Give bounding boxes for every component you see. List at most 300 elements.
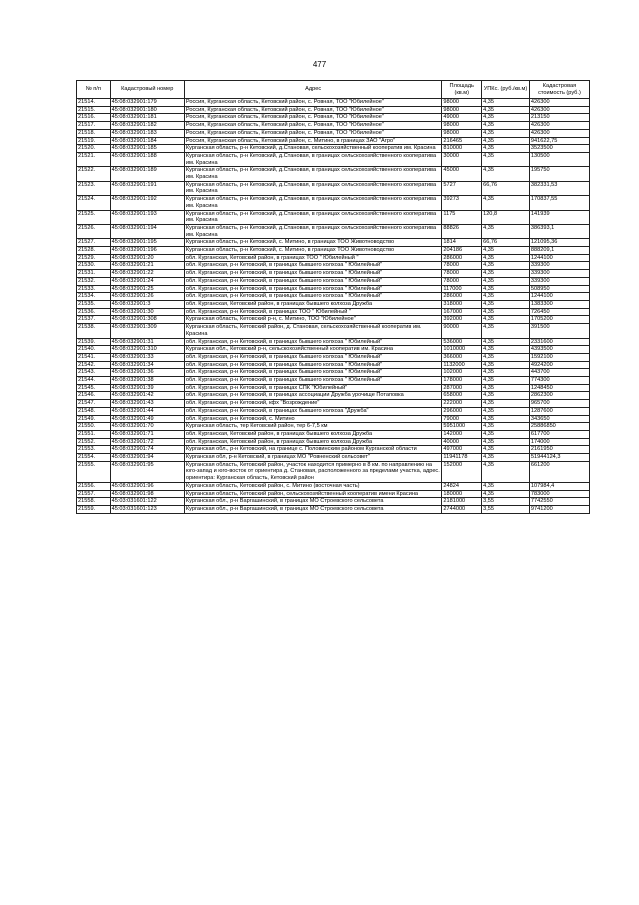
table-body (77, 99, 590, 514)
table-row (77, 369, 590, 377)
rate-value: 4,35 (482, 316, 530, 324)
rate-value: 120,8 (482, 210, 530, 224)
area-value: 79000 (442, 415, 482, 423)
table-row (77, 361, 590, 369)
cadastral-cost: 9741200 (529, 505, 589, 513)
cadastral-cost: 661200 (529, 461, 589, 482)
address: обл. Курганская, р-н Кетовский, в границах бывшего колхоза " Юбилейный" (184, 293, 442, 301)
address: Россия, Курганская область, Кетовский район, с. Ровная, ТОО "Юбилейное" (184, 114, 442, 122)
address: Курганская область, р-н Кетовский, д.Становая, в границах сельскохозяйственного кооператива им. Красина (184, 152, 442, 166)
cadastral-value-table (76, 80, 590, 514)
cadastral-cost: 783000 (529, 490, 589, 498)
rate-value: 4,35 (482, 145, 530, 153)
area-value: 98000 (442, 129, 482, 137)
table-row (77, 498, 590, 506)
table-row (77, 122, 590, 130)
cadastral-cost: 7742550 (529, 498, 589, 506)
address: Курганская обл., р-н Варгашинский, в границах МО Строевского сельсовета (184, 505, 442, 513)
address: Курганская обл, р-н Кетовский, в границах МО "Ровненский сельсовет" (184, 454, 442, 462)
cadastral-cost: 51944124,3 (529, 454, 589, 462)
rate-value: 4,35 (482, 415, 530, 423)
row-number: 21535. (77, 300, 111, 308)
table-row (77, 239, 590, 247)
table-row (77, 254, 590, 262)
area-value: 1175 (442, 210, 482, 224)
cadastral-cost: 339300 (529, 262, 589, 270)
cadastral-cost: 339300 (529, 270, 589, 278)
cadastral-cost: 170837,55 (529, 196, 589, 210)
area-value: 78000 (442, 270, 482, 278)
area-value: 658000 (442, 392, 482, 400)
row-number: 21544. (77, 377, 111, 385)
cadastral-cost: 386393,1 (529, 224, 589, 238)
table-row (77, 461, 590, 482)
table-row (77, 407, 590, 415)
table-row (77, 99, 590, 107)
area-value: 40000 (442, 438, 482, 446)
row-number: 21559. (77, 505, 111, 513)
area-value: 24824 (442, 482, 482, 490)
area-value: 102000 (442, 369, 482, 377)
address: Курганская область, Кетовский район, с. Митино (восточная часть) (184, 482, 442, 490)
table-row (77, 196, 590, 210)
rate-value: 4,35 (482, 270, 530, 278)
cadastral-cost: 443700 (529, 369, 589, 377)
row-number: 21533. (77, 285, 111, 293)
table-row (77, 137, 590, 145)
table-row (77, 300, 590, 308)
rate-value: 4,35 (482, 324, 530, 338)
area-value: 366000 (442, 353, 482, 361)
cadastral-number: 45:08:032901:33 (110, 353, 184, 361)
address: обл. Курганская, р-н Кетовский, в границах ТОО " Юбилейный " (184, 308, 442, 316)
area-value: 287000 (442, 384, 482, 392)
table-row (77, 346, 590, 354)
cadastral-number: 45:08:032901:72 (110, 438, 184, 446)
address: обл. Курганская, р-н Кетовский, в границах бывшего колхоза " Юбилейный" (184, 277, 442, 285)
page-number: 477 (312, 60, 327, 69)
cadastral-cost: 888209,1 (529, 247, 589, 255)
cadastral-cost: 121095,36 (529, 239, 589, 247)
rate-value: 4,35 (482, 196, 530, 210)
cadastral-number: 45:08:032901:179 (110, 99, 184, 107)
address: Курганская область, р-н Кетовский, с. Митино, в границах ТОО Животноводство (184, 247, 442, 255)
cadastral-number: 45:08:032901:194 (110, 224, 184, 238)
address: Курганская область, р-н Кетовский, д.Становая, в границах сельскохозяйственного кооператива им. Красина (184, 196, 442, 210)
area-value: 78000 (442, 277, 482, 285)
row-number: 21525. (77, 210, 111, 224)
table-row (77, 430, 590, 438)
rate-value: 4,35 (482, 224, 530, 238)
cadastral-number: 45:08:032901:25 (110, 285, 184, 293)
cadastral-number: 45:08:032901:310 (110, 346, 184, 354)
rate-value: 4,35 (482, 353, 530, 361)
cadastral-number: 45:08:032901:34 (110, 361, 184, 369)
area-value: 1010000 (442, 346, 482, 354)
cadastral-cost: 2862300 (529, 392, 589, 400)
area-value: 90000 (442, 324, 482, 338)
row-number: 21514. (77, 99, 111, 107)
address: Курганская область, Кетовский р-н, с. Митино, ТОО "Юбилейное" (184, 316, 442, 324)
row-number: 21556. (77, 482, 111, 490)
rate-value: 4,35 (482, 338, 530, 346)
area-value: 222000 (442, 400, 482, 408)
cadastral-number: 45:08:032901:185 (110, 145, 184, 153)
rate-value: 4,35 (482, 106, 530, 114)
cadastral-number: 45:08:032901:74 (110, 446, 184, 454)
rate-value: 4,35 (482, 152, 530, 166)
rate-value: 4,35 (482, 99, 530, 107)
area-value: 180000 (442, 490, 482, 498)
cadastral-number: 45:08:032901:309 (110, 324, 184, 338)
area-value: 39273 (442, 196, 482, 210)
area-value: 152000 (442, 461, 482, 482)
row-number: 21516. (77, 114, 111, 122)
address: обл. Курганская, р-н Кетовский, в границах бывшего колхоза " Юбилейный" (184, 353, 442, 361)
table-row (77, 114, 590, 122)
cadastral-cost: 213150 (529, 114, 589, 122)
row-number: 21553. (77, 446, 111, 454)
address: Россия, Курганская область, Кетовский район, с. Ровная, ТОО "Юбилейное" (184, 129, 442, 137)
address: обл. Курганская, р-н Кетовский, в границах бывшего колхоза " Юбилейный" (184, 262, 442, 270)
area-value: 392000 (442, 316, 482, 324)
row-number: 21537. (77, 316, 111, 324)
table-row (77, 285, 590, 293)
cadastral-number: 45:08:032901:71 (110, 430, 184, 438)
table-row (77, 338, 590, 346)
cadastral-cost: 426300 (529, 106, 589, 114)
cadastral-number: 45:08:032901:43 (110, 400, 184, 408)
cadastral-number: 45:08:032901:70 (110, 423, 184, 431)
address: Курганская область, Кетовский район, участок находится примерно в 8 км. по направлению на юго-запад и юго-восток от ориентира д. Становая, расположенного за пределами участка, адрес. ориентира: Курганская область, Кетовский район (184, 461, 442, 482)
cadastral-cost: 726450 (529, 308, 589, 316)
cadastral-cost: 3523500 (529, 145, 589, 153)
table-row (77, 482, 590, 490)
area-value: 117000 (442, 285, 482, 293)
table-row (77, 324, 590, 338)
area-value: 810000 (442, 145, 482, 153)
cadastral-number: 45:08:032901:30 (110, 308, 184, 316)
table-row (77, 224, 590, 238)
rate-value: 4,35 (482, 167, 530, 181)
table-row (77, 210, 590, 224)
table-header-row (77, 81, 590, 99)
rate-value: 4,35 (482, 377, 530, 385)
address: Курганская область, Кетовский район, д. Становая, сельскохозяйственный кооператив им. Красина (184, 324, 442, 338)
address: Курганская обл., Кетовский р-н, сельскохозяйственный кооператив им. Красина (184, 346, 442, 354)
rate-value: 4,35 (482, 400, 530, 408)
address: обл. Курганская, Кетовский район, в границах бывшего колхоза Дружба (184, 430, 442, 438)
row-number: 21536. (77, 308, 111, 316)
cadastral-cost: 107984,4 (529, 482, 589, 490)
area-value: 286000 (442, 293, 482, 301)
area-value: 98000 (442, 99, 482, 107)
table-row (77, 293, 590, 301)
area-value: 1132000 (442, 361, 482, 369)
table-row (77, 277, 590, 285)
rate-value: 4,35 (482, 122, 530, 130)
cadastral-number: 45:08:032901:3 (110, 300, 184, 308)
cadastral-number: 45:08:032901:195 (110, 239, 184, 247)
row-number: 21523. (77, 181, 111, 195)
area-value: 98000 (442, 106, 482, 114)
row-number: 21551. (77, 430, 111, 438)
table-row (77, 129, 590, 137)
table-row (77, 181, 590, 195)
header-rate: УПКс. (руб./кв.м) (482, 81, 530, 99)
cadastral-cost: 174000 (529, 438, 589, 446)
cadastral-cost: 382331,53 (529, 181, 589, 195)
area-value: 318000 (442, 300, 482, 308)
rate-value: 3,55 (482, 505, 530, 513)
area-value: 2744000 (442, 505, 482, 513)
cadastral-number: 45:08:032901:180 (110, 106, 184, 114)
address: Россия, Курганская область, Кетовский район, с. Ровная, ТОО "Юбилейное" (184, 122, 442, 130)
rate-value: 4,35 (482, 308, 530, 316)
rate-value: 4,35 (482, 293, 530, 301)
rate-value: 4,35 (482, 300, 530, 308)
address: обл. Курганская, р-н Кетовский, в границах бывшего колхоза " Юбилейный" (184, 338, 442, 346)
area-value: 167000 (442, 308, 482, 316)
address: Курганская область, р-н Кетовский, д.Становая, в границах сельскохозяйственного кооператива им. Красина (184, 167, 442, 181)
row-number: 21531. (77, 270, 111, 278)
cadastral-number: 45:08:032901:38 (110, 377, 184, 385)
table-row (77, 262, 590, 270)
row-number: 21557. (77, 490, 111, 498)
cadastral-cost: 4393500 (529, 346, 589, 354)
cadastral-cost: 774300 (529, 377, 589, 385)
cadastral-cost: 141939 (529, 210, 589, 224)
rate-value: 4,35 (482, 361, 530, 369)
address: обл. Курганская, р-н Кетовский, в границах бывшего колхоза " Юбилейный" (184, 270, 442, 278)
row-number: 21519. (77, 137, 111, 145)
row-number: 21539. (77, 338, 111, 346)
area-value: 142000 (442, 430, 482, 438)
rate-value: 4,35 (482, 277, 530, 285)
cadastral-cost: 1383300 (529, 300, 589, 308)
cadastral-number: 45:08:032901:196 (110, 247, 184, 255)
cadastral-number: 45:08:032901:36 (110, 369, 184, 377)
rate-value: 4,35 (482, 446, 530, 454)
area-value: 11941178 (442, 454, 482, 462)
address: обл. Курганская, Кетовский район, в границах бывшего колхоза Дружба (184, 300, 442, 308)
cadastral-number: 45:08:032901:193 (110, 210, 184, 224)
rate-value: 4,35 (482, 129, 530, 137)
row-number: 21549. (77, 415, 111, 423)
address: обл. Курганская, р-н Кетовский, в границах бывшего колхоза " Юбилейный" (184, 369, 442, 377)
area-value: 1814 (442, 239, 482, 247)
table-row (77, 454, 590, 462)
row-number: 21552. (77, 438, 111, 446)
table-row (77, 384, 590, 392)
row-number: 21548. (77, 407, 111, 415)
address: обл. Курганская, Кетовский район, в границах бывшего колхоза Дружба (184, 438, 442, 446)
area-value: 30000 (442, 152, 482, 166)
cadastral-cost: 426300 (529, 122, 589, 130)
address: обл. Курганская, Кетовский район, в границах ТОО " Юбилейный " (184, 254, 442, 262)
cadastral-cost: 508950 (529, 285, 589, 293)
cadastral-cost: 1244100 (529, 293, 589, 301)
cadastral-number: 45:08:032901:189 (110, 167, 184, 181)
area-value: 497000 (442, 446, 482, 454)
rate-value: 4,35 (482, 384, 530, 392)
cadastral-number: 45:08:032901:183 (110, 129, 184, 137)
cadastral-cost: 1592100 (529, 353, 589, 361)
cadastral-cost: 25886850 (529, 423, 589, 431)
row-number: 21547. (77, 400, 111, 408)
table-row (77, 106, 590, 114)
cadastral-number: 45:03:031601:122 (110, 498, 184, 506)
address: обл. Курганская, р-н Кетовский, в границах бывшего колхоза "Дружба" (184, 407, 442, 415)
cadastral-cost: 1244100 (529, 254, 589, 262)
area-value: 5951000 (442, 423, 482, 431)
address: Россия, Курганская область, Кетовский район, с. Ровная, ТОО "Юбилейное" (184, 99, 442, 107)
cadastral-number: 45:08:032901:44 (110, 407, 184, 415)
area-value: 2181000 (442, 498, 482, 506)
rate-value: 4,35 (482, 482, 530, 490)
area-value: 216465 (442, 137, 482, 145)
area-value: 296000 (442, 407, 482, 415)
cadastral-number: 45:08:032901:22 (110, 270, 184, 278)
cadastral-number: 45:08:032901:26 (110, 293, 184, 301)
cadastral-number: 45:08:032901:31 (110, 338, 184, 346)
row-number: 21534. (77, 293, 111, 301)
cadastral-number: 45:08:032901:49 (110, 415, 184, 423)
row-number: 21550. (77, 423, 111, 431)
cadastral-cost: 195750 (529, 167, 589, 181)
area-value: 88826 (442, 224, 482, 238)
address: обл. Курганская, р-н Кетовский, в границах СПК "Юбилейный" (184, 384, 442, 392)
cadastral-cost: 1705200 (529, 316, 589, 324)
row-number: 21532. (77, 277, 111, 285)
cadastral-cost: 1287600 (529, 407, 589, 415)
cadastral-cost: 941622,75 (529, 137, 589, 145)
address: Курганская область, р-н Кетовский, с. Митино, в границах ТОО Животноводство (184, 239, 442, 247)
area-value: 49000 (442, 114, 482, 122)
table-row (77, 392, 590, 400)
cadastral-cost: 1248450 (529, 384, 589, 392)
row-number: 21524. (77, 196, 111, 210)
address: Россия, Курганская область, Кетовский район, с. Митино, в границах ЗАО "Агро" (184, 137, 442, 145)
address: обл. Курганская, р-н Кетовский, кфх "Возрождение" (184, 400, 442, 408)
area-value: 98000 (442, 122, 482, 130)
cadastral-cost: 2161950 (529, 446, 589, 454)
row-number: 21546. (77, 392, 111, 400)
row-number: 21518. (77, 129, 111, 137)
area-value: 45000 (442, 167, 482, 181)
table-row (77, 423, 590, 431)
address: Курганская область, тер Кетовский район, тер 6-7,5 км (184, 423, 442, 431)
row-number: 21517. (77, 122, 111, 130)
address: Курганская область, р-н Кетовский, д.Становая, в границах сельскохозяйственного кооператива им. Красина (184, 181, 442, 195)
row-number: 21529. (77, 254, 111, 262)
cadastral-number: 45:08:032901:21 (110, 262, 184, 270)
rate-value: 66,76 (482, 181, 530, 195)
row-number: 21541. (77, 353, 111, 361)
table-row (77, 308, 590, 316)
address: обл. Курганская, р-н Кетовский, в границах бывшего колхоза " Юбилейный" (184, 377, 442, 385)
cadastral-number: 45:08:032901:96 (110, 482, 184, 490)
rate-value: 66,76 (482, 239, 530, 247)
area-value: 536000 (442, 338, 482, 346)
cadastral-number: 45:03:031601:123 (110, 505, 184, 513)
table-row (77, 490, 590, 498)
table-row (77, 145, 590, 153)
table-row (77, 438, 590, 446)
row-number: 21527. (77, 239, 111, 247)
area-value: 5727 (442, 181, 482, 195)
rate-value: 4,35 (482, 346, 530, 354)
cadastral-number: 45:08:032901:20 (110, 254, 184, 262)
rate-value: 4,35 (482, 438, 530, 446)
rate-value: 4,35 (482, 430, 530, 438)
area-value: 286000 (442, 254, 482, 262)
rate-value: 4,35 (482, 407, 530, 415)
row-number: 21558. (77, 498, 111, 506)
row-number: 21522. (77, 167, 111, 181)
cadastral-cost: 130500 (529, 152, 589, 166)
table-row (77, 353, 590, 361)
row-number: 21538. (77, 324, 111, 338)
cadastral-number: 45:08:032901:181 (110, 114, 184, 122)
row-number: 21530. (77, 262, 111, 270)
table-row (77, 247, 590, 255)
row-number: 21545. (77, 384, 111, 392)
address: Курганская область, р-н Кетовский, д.Становая, в границах сельскохозяйственного кооператива им. Красина (184, 224, 442, 238)
rate-value: 4,35 (482, 247, 530, 255)
cadastral-number: 45:08:032901:184 (110, 137, 184, 145)
rate-value: 3,55 (482, 498, 530, 506)
table-row (77, 400, 590, 408)
address: обл. Курганская, р-н Кетовский, в границах ассоциации Дружба урочище Потаповка (184, 392, 442, 400)
address: Курганская область, р-н Кетовский, д.Становая, в границах сельскохозяйственного кооператива им. Красина (184, 210, 442, 224)
cadastral-number: 45:08:032901:95 (110, 461, 184, 482)
rate-value: 4,35 (482, 490, 530, 498)
table-row (77, 152, 590, 166)
row-number: 21540. (77, 346, 111, 354)
address: обл. Курганская, р-н Кетовский, в границах бывшего колхоза " Юбилейный" (184, 285, 442, 293)
cadastral-number: 45:08:032901:308 (110, 316, 184, 324)
rate-value: 4,35 (482, 137, 530, 145)
table-row (77, 270, 590, 278)
address: обл. Курганская, р-н Кетовский, в границах бывшего колхоза " Юбилейный" (184, 361, 442, 369)
cadastral-number: 45:08:032901:42 (110, 392, 184, 400)
row-number: 21526. (77, 224, 111, 238)
address: Курганская область, р-н Кетовский, д.Становая, сельскохозяйственный кооператив им. Красина (184, 145, 442, 153)
cadastral-number: 45:08:032901:94 (110, 454, 184, 462)
cadastral-cost: 4924200 (529, 361, 589, 369)
row-number: 21515. (77, 106, 111, 114)
rate-value: 4,35 (482, 114, 530, 122)
header-cadastral-cost: Кадастровая стоимость (руб.) (529, 81, 589, 99)
area-value: 78000 (442, 262, 482, 270)
rate-value: 4,35 (482, 262, 530, 270)
rate-value: 4,35 (482, 254, 530, 262)
header-area: Площадь (кв.м) (442, 81, 482, 99)
table-row (77, 316, 590, 324)
address: Курганская область, Кетовский район, сельскохозяйственный кооператив имени Красина (184, 490, 442, 498)
row-number: 21543. (77, 369, 111, 377)
area-value: 204186 (442, 247, 482, 255)
row-number: 21542. (77, 361, 111, 369)
address: Курганская обл., р-н Кетовский, на границе с. Половинским районом Курганской области (184, 446, 442, 454)
rate-value: 4,35 (482, 285, 530, 293)
cadastral-cost: 2331600 (529, 338, 589, 346)
header-address: Адрес (184, 81, 442, 99)
row-number: 21521. (77, 152, 111, 166)
row-number: 21554. (77, 454, 111, 462)
rate-value: 4,35 (482, 423, 530, 431)
